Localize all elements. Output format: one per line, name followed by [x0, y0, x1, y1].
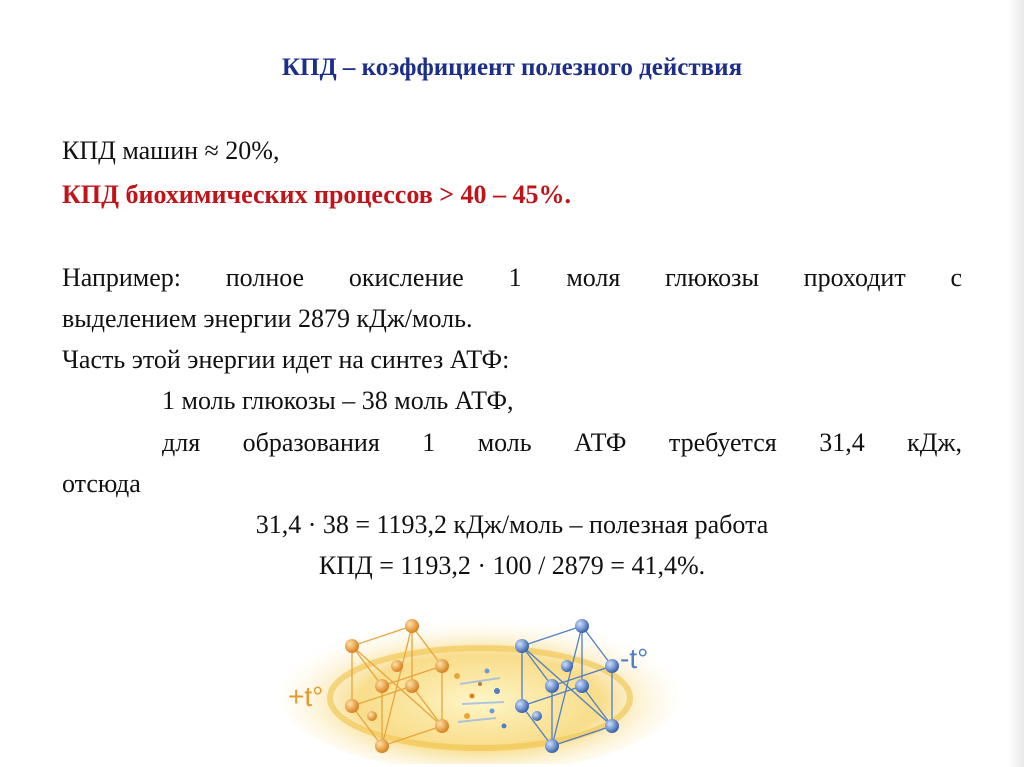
efficiency-calculation: КПД = 1193,2 · 100 / 2879 = 41,4%.: [318, 551, 706, 580]
useful-work-calculation: 31,4 · 38 = 1193,2 кДж/моль – полезная работа: [255, 510, 769, 539]
example-line-2: выделением энергии 2879 кДж/моль.: [62, 304, 473, 333]
glow-background: [282, 616, 678, 764]
machines-efficiency-text: КПД машин ≈ 20%,: [62, 136, 280, 165]
slide-title: КПД – коэффициент полезного действия: [281, 54, 743, 81]
glucose-atp-ratio: 1 моль глюкозы – 38 моль АТФ,: [162, 386, 514, 415]
biochem-efficiency-text: КПД биохимических процессов > 40 – 45%.: [62, 180, 572, 209]
atp-synthesis-text: Часть этой энергии идет на синтез АТФ:: [62, 345, 510, 374]
atp-energy-line-1: для образования 1 моль АТФ требуется 31,4 кДж,: [162, 428, 962, 457]
example-line-1: Например: полное окисление 1 моля глюкозы проходит с: [62, 263, 962, 292]
heat-in-label: +t°: [288, 681, 324, 712]
heat-exchange-illustration: [282, 606, 678, 764]
slide-edge-shadow: [1008, 0, 1024, 767]
atp-energy-line-2: отсюда: [62, 469, 141, 498]
heat-out-label: -t°: [620, 643, 649, 674]
